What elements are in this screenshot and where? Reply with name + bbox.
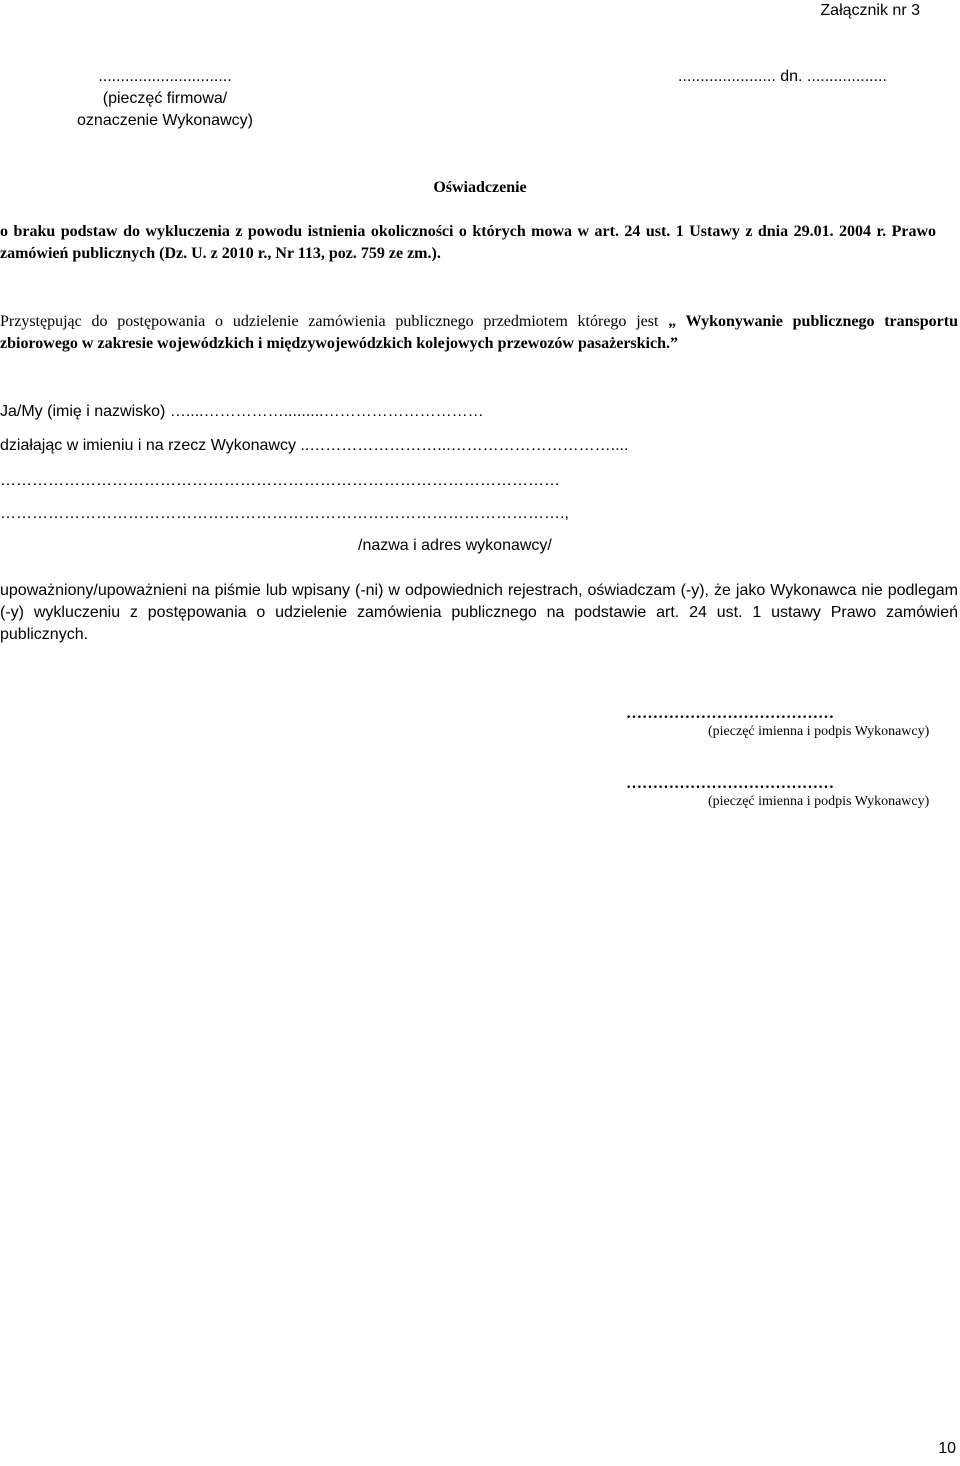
acting-field-row <box>0 435 628 457</box>
name-field-label: Ja/My (imię i nazwisko) <box>0 403 170 420</box>
acting-field-label: działając w imieniu i na rzecz Wykonawcy <box>0 437 301 454</box>
address-line-2: ……………………………………………………………………………………………., <box>0 505 569 522</box>
signature-1-caption: (pieczęć imienna i podpis Wykonawcy) <box>708 724 930 739</box>
signature-2-caption: (pieczęć imienna i podpis Wykonawcy) <box>708 794 930 809</box>
intro-subject: „ Wykonywanie publicznego transportu zbiorowego w zakresie wojewódzkich i międzywojewódzkich kolejowych przewozów pasażerskich.” <box>0 313 959 352</box>
address-line-1: …………………………………………………………………………………………… <box>0 472 560 489</box>
date-line: ...................... dn. .................. <box>678 68 887 85</box>
page-number: 10 <box>938 1440 956 1457</box>
declaration-paragraph: upoważniony/upoważnieni na piśmie lub wpisany (-ni) w odpowiednich rejestrach, oświadczam (-y), że jako Wykonawca nie podlegam (-y) wykluczeniu z postępowania o udzielenie zamówienia publicznego na podstawie art. 24 ust. 1 ustawy Prawo zamówień publicznych. <box>0 582 958 643</box>
intro-paragraph <box>0 311 958 355</box>
contractor-stamp-label-1: (pieczęć firmowa/ <box>102 90 228 107</box>
contractor-stamp-dots: .............................. <box>98 68 232 85</box>
document-subtitle: o braku podstaw do wykluczenia z powodu istnienia okoliczności o których mowa w art. 24 ust. 1 Ustawy z dnia 29.01. 2004 r. Prawo zamówień publicznych (Dz. U. z 2010 r., Nr 113, poz. 759 ze zm.). <box>0 223 936 262</box>
acting-field-dots: ..……………………...………………………….... <box>300 437 629 454</box>
signature-1-dots: ………………………………… <box>626 705 834 722</box>
document-title: Oświadczenie <box>433 179 527 196</box>
address-caption: /nazwa i adres wykonawcy/ <box>358 537 552 554</box>
name-field-row <box>0 401 484 423</box>
signature-2-dots: ………………………………… <box>626 775 834 792</box>
name-field-dots: …....…………….........………………………… <box>169 403 484 420</box>
contractor-stamp-label-2: oznaczenie Wykonawcy) <box>77 112 253 129</box>
intro-text: Przystępując do postępowania o udzielenie zamówienia publicznego przedmiotem którego jest <box>0 313 669 330</box>
attachment-label: Załącznik nr 3 <box>820 2 920 19</box>
